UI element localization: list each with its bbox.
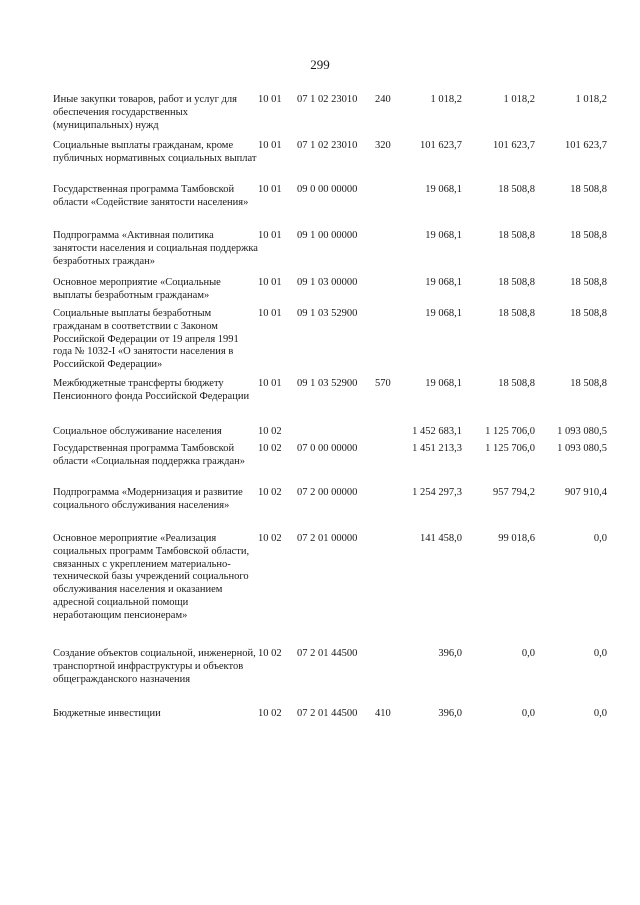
- row-value-1: 19 068,1: [425, 308, 462, 319]
- row-name: Межбюджетные трансферты бюджету Пенсионного фонда Российской Федерации: [53, 378, 250, 402]
- row-name: Подпрограмма «Активная политика занятости населения и социальная поддержка безработных граждан»: [53, 230, 258, 267]
- row-value-1: 19 068,1: [425, 277, 462, 288]
- row-value-2: 18 508,8: [498, 378, 535, 389]
- row-value-3: 907 910,4: [565, 487, 607, 498]
- row-target-code: 09 1 03 52900: [297, 378, 358, 389]
- row-target-code: 09 1 03 00000: [297, 277, 358, 288]
- row-target-code: 07 0 00 00000: [297, 443, 358, 454]
- row-value-2: 0,0: [521, 648, 535, 659]
- row-value-3: 0,0: [593, 533, 607, 544]
- row-value-1: 19 068,1: [425, 378, 462, 389]
- row-value-3: 18 508,8: [570, 308, 607, 319]
- row-section: 10 01: [258, 308, 282, 319]
- row-value-1: 101 623,7: [420, 140, 462, 151]
- row-value-1: 19 068,1: [425, 230, 462, 241]
- row-value-2: 99 018,6: [498, 533, 535, 544]
- row-section: 10 02: [258, 648, 282, 659]
- row-value-2: 1 125 706,0: [485, 443, 535, 454]
- row-section: 10 02: [258, 487, 282, 498]
- row-value-1: 396,0: [438, 708, 462, 719]
- row-section: 10 01: [258, 378, 282, 389]
- row-name: Государственная программа Тамбовской области «Социальная поддержка граждан»: [53, 443, 245, 467]
- row-value-3: 18 508,8: [570, 184, 607, 195]
- row-name: Социальные выплаты безработным гражданам в соответствии с Законом Российской Федерации от 19 апреля 1991 года № 1032-I «О занятости населения в Российской Федерации»: [53, 308, 239, 371]
- row-name: Социальное обслуживание населения: [53, 426, 222, 437]
- row-section: 10 01: [258, 277, 282, 288]
- row-section: 10 01: [258, 140, 282, 151]
- row-target-code: 07 2 01 00000: [297, 533, 358, 544]
- row-value-2: 18 508,8: [498, 277, 535, 288]
- row-name: Подпрограмма «Модернизация и развитие социального обслуживания населения»: [53, 487, 243, 511]
- row-section: 10 02: [258, 443, 282, 454]
- row-target-code: 09 0 00 00000: [297, 184, 358, 195]
- row-section: 10 02: [258, 426, 282, 437]
- row-target-code: 09 1 03 52900: [297, 308, 358, 319]
- row-target-code: 07 1 02 23010: [297, 94, 358, 105]
- row-expense-type: 320: [375, 140, 391, 151]
- row-value-3: 18 508,8: [570, 277, 607, 288]
- row-value-3: 1 093 080,5: [557, 443, 607, 454]
- row-value-2: 101 623,7: [493, 140, 535, 151]
- row-section: 10 01: [258, 94, 282, 105]
- row-expense-type: 240: [375, 94, 391, 105]
- row-value-3: 18 508,8: [570, 230, 607, 241]
- row-value-1: 1 451 213,3: [412, 443, 462, 454]
- row-value-1: 1 452 683,1: [412, 426, 462, 437]
- row-section: 10 01: [258, 230, 282, 241]
- row-section: 10 01: [258, 184, 282, 195]
- row-value-1: 1 018,2: [430, 94, 462, 105]
- row-value-2: 18 508,8: [498, 230, 535, 241]
- row-target-code: 07 2 01 44500: [297, 708, 358, 719]
- row-value-2: 1 018,2: [503, 94, 535, 105]
- row-target-code: 07 2 00 00000: [297, 487, 358, 498]
- row-target-code: 07 1 02 23010: [297, 140, 358, 151]
- row-target-code: 09 1 00 00000: [297, 230, 358, 241]
- row-value-2: 957 794,2: [493, 487, 535, 498]
- page-number: 299: [310, 57, 330, 72]
- row-value-2: 1 125 706,0: [485, 426, 535, 437]
- row-value-3: 18 508,8: [570, 378, 607, 389]
- row-value-3: 101 623,7: [565, 140, 607, 151]
- row-name: Создание объектов социальной, инженерной, транспортной инфраструктуры и объектов общегражданского назначения: [53, 648, 256, 685]
- row-name: Социальные выплаты гражданам, кроме публичных нормативных социальных выплат: [53, 140, 257, 164]
- row-value-2: 18 508,8: [498, 308, 535, 319]
- row-expense-type: 410: [375, 708, 391, 719]
- row-value-3: 1 018,2: [575, 94, 607, 105]
- row-expense-type: 570: [375, 378, 391, 389]
- row-value-3: 1 093 080,5: [557, 426, 607, 437]
- row-name: Иные закупки товаров, работ и услуг для обеспечения государственных (муниципальных) нужд: [53, 94, 237, 131]
- row-target-code: 07 2 01 44500: [297, 648, 358, 659]
- row-section: 10 02: [258, 533, 282, 544]
- row-name: Основное мероприятие «Реализация социальных программ Тамбовской области, связанных с укреплением материально-технической базы учреждений социального обслуживания населения и оказанием адресной социальной помощи неработающим пенсионерам»: [53, 533, 250, 621]
- row-value-2: 0,0: [521, 708, 535, 719]
- row-value-1: 396,0: [438, 648, 462, 659]
- row-value-1: 19 068,1: [425, 184, 462, 195]
- row-name: Бюджетные инвестиции: [53, 708, 161, 719]
- row-value-1: 1 254 297,3: [412, 487, 462, 498]
- row-name: Государственная программа Тамбовской области «Содействие занятости населения»: [53, 184, 249, 208]
- row-value-2: 18 508,8: [498, 184, 535, 195]
- row-value-1: 141 458,0: [420, 533, 462, 544]
- row-section: 10 02: [258, 708, 282, 719]
- row-value-3: 0,0: [593, 648, 607, 659]
- row-name: Основное мероприятие «Социальные выплаты безработным гражданам»: [53, 277, 221, 301]
- row-value-3: 0,0: [593, 708, 607, 719]
